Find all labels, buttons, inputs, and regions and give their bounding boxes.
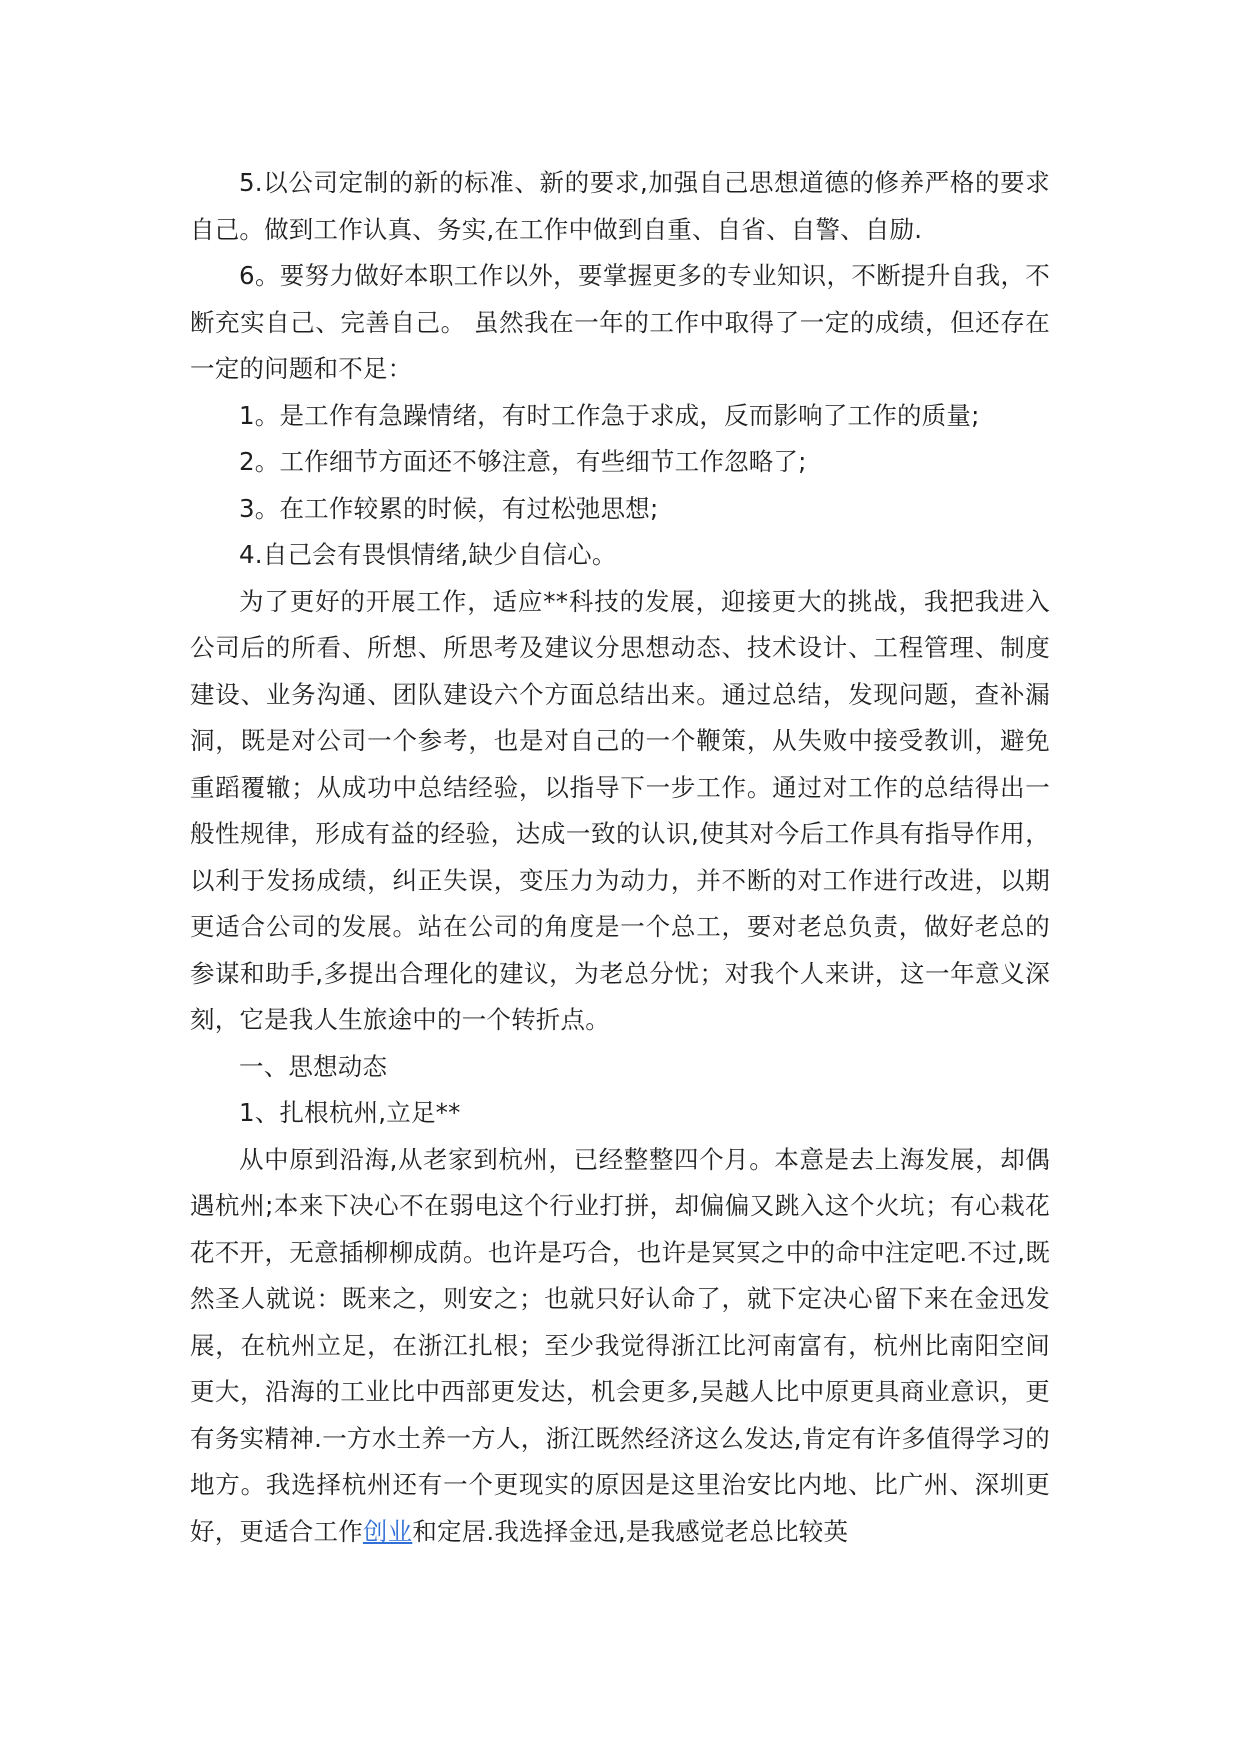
paragraph-text-before-link: 从中原到沿海,从老家到杭州，已经整整四个月。本意是去上海发展，却偶遇杭州;本来下决心不在弱电这个行业打拼，却偏偏又跳入这个火坑；有心栽花花不开，无意插柳柳成荫。也许是巧合，也许是冥冥之中的命中注定吧.不过,既然圣人就说：既来之，则安之；也就只好认命了，就下定决心留下来在金迅发展，在杭州立足，在浙江扎根；至少我觉得浙江比河南富有，杭州比南阳空间更大，沿海的工业比中西部更发达，机会更多,吴越人比中原更具商业意识，更有务实精神.一方水土养一方人，浙江既然经济这么发达,肯定有许多值得学习的地方。我选择杭州还有一个更现实的原因是这里治安比内地、比广州、深圳更好，更适合工作 [190,1144,1050,1546]
paragraph-issue-3: 3。在工作较累的时候，有过松弛思想; [239,493,659,523]
paragraph-issue-1: 1。是工作有急躁情绪，有时工作急于求成，反而影响了工作的质量; [239,400,980,430]
subsection-heading: 1、扎根杭州,立足** [239,1098,461,1127]
document-body [190,160,1050,1555]
paragraph-text-after-link: 和定居.我选择金迅,是我感觉老总比较英 [412,1516,849,1546]
paragraph-item-5: 5.以公司定制的新的标准、新的要求,加强自己思想道德的修养严格的要求自己。做到工作认真、务实,在工作中做到自重、自省、自警、自励. [190,168,1050,244]
paragraph-issue-2: 2。工作细节方面还不够注意，有些细节工作忽略了; [239,447,807,476]
paragraph-issue-4: 4.自己会有畏惧情绪,缺少自信心。 [239,540,617,569]
section-heading: 一、思想动态 [239,1051,388,1081]
chuangye-link[interactable]: 创业 [362,1516,413,1546]
paragraph-item-6: 6。要努力做好本职工作以外，要掌握更多的专业知识，不断提升自我，不断充实自己、完善自己。 虽然我在一年的工作中取得了一定的成绩，但还存在一定的问题和不足： [190,261,1050,383]
paragraph-hangzhou [190,1137,1050,1556]
paragraph-summary: 为了更好的开展工作，适应**科技的发展，迎接更大的挑战，我把我进入公司后的所看、所想、所思考及建议分思想动态、技术设计、工程管理、制度建设、业务沟通、团队建设六个方面总结出来。通过总结，发现问题，查补漏洞，既是对公司一个参考，也是对自己的一个鞭策，从失败中接受教训，避免重蹈覆辙；从成功中总结经验，以指导下一步工作。通过对工作的总结得出一般性规律，形成有益的经验，达成一致的认识,使其对今后工作具有指导作用，以利于发扬成绩，纠正失误，变压力为动力，并不断的对工作进行改进，以期更适合公司的发展。站在公司的角度是一个总工，要对老总负责，做好老总的参谋和助手,多提出合理化的建议，为老总分忧；对我个人来讲，这一年意义深刻，它是我人生旅途中的一个转折点。 [190,586,1050,1034]
